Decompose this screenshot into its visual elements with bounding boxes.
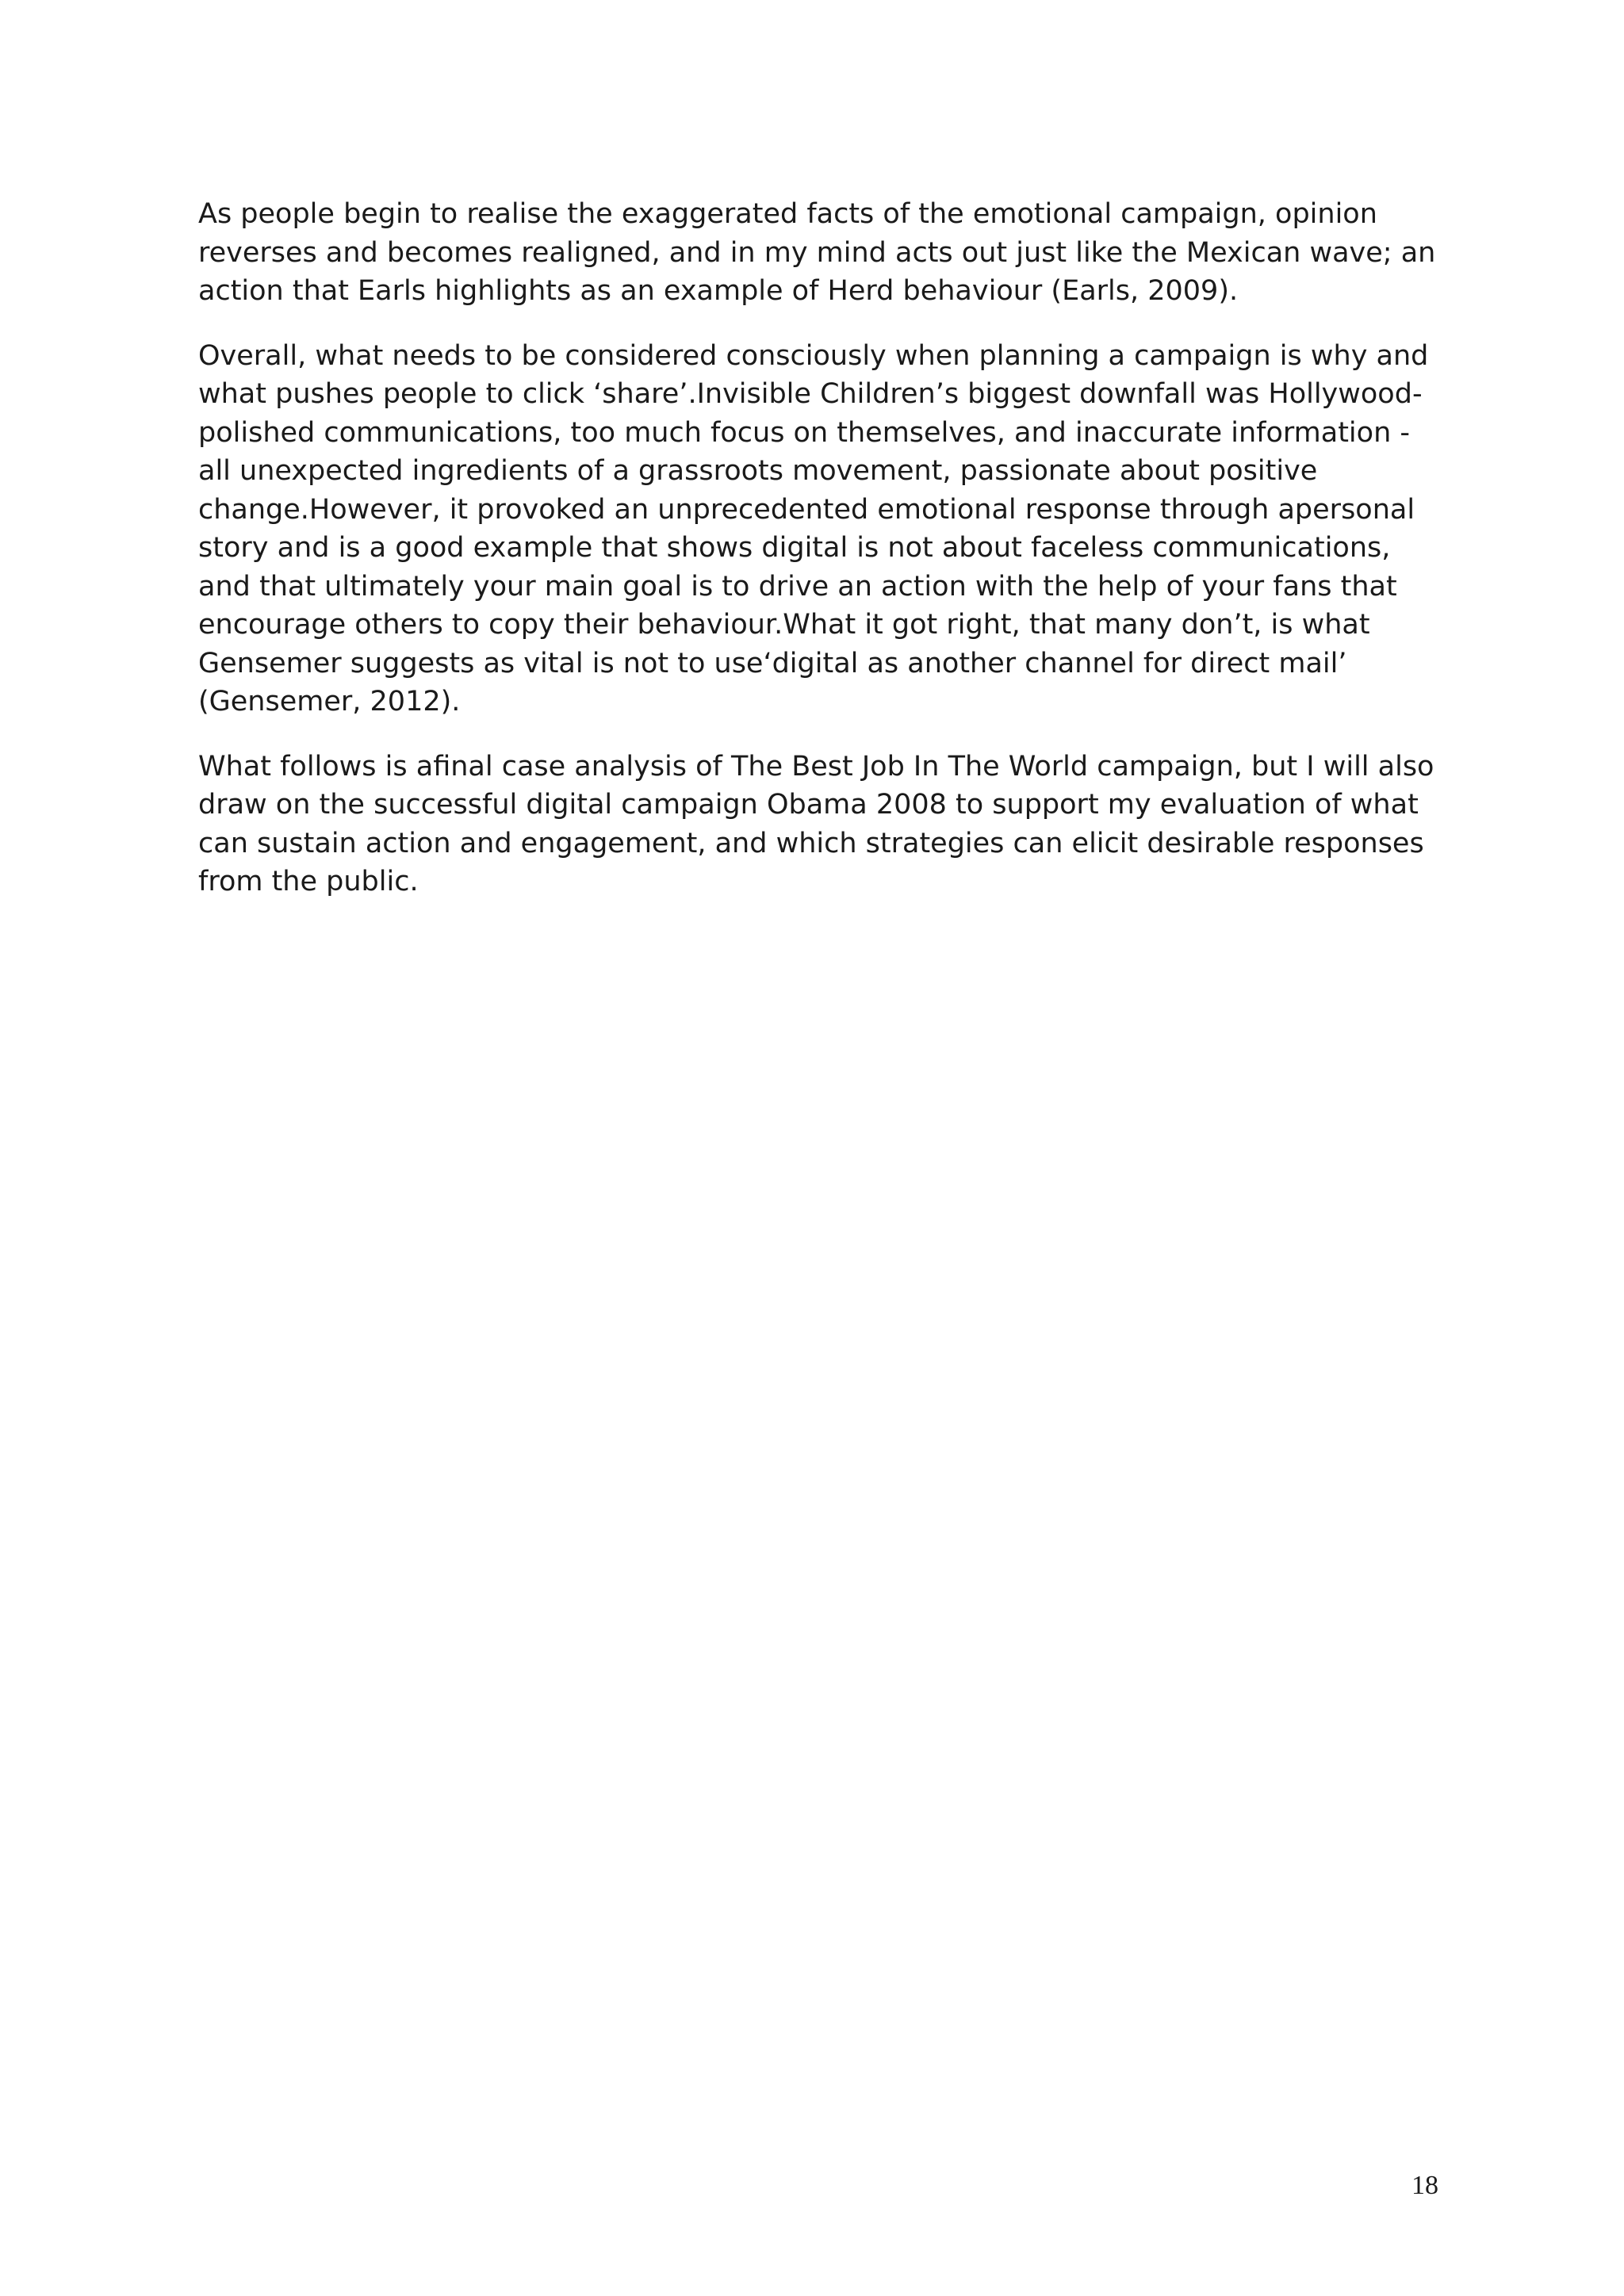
- paragraph-herd-behaviour: As people begin to realise the exaggerated facts of the emotional campaign, opinion reverses and becomes realigned, and in my mind acts out just like the Mexican wave; an action that Earls highlights as an example of Herd behaviour (Earls, 2009).: [198, 198, 1436, 307]
- paragraph-campaign-planning: Overall, what needs to be considered consciously when planning a campaign is why and what pushes people to click ‘share’.Invisible Children’s biggest downfall was Hollywood-polished communications, too much focus on themselves, and inaccurate information - all unexpected ingredients of a grassroots movement, passionate about positive change.However, it provoked an unprecedented emotional response through apersonal story and is a good example that shows digital is not about faceless communications, and that ultimately your main goal is to drive an action with the help of your fans that encourage others to copy their behaviour.What it got right, that many don’t, is what Gensemer suggests as vital is not to use‘digital as another channel for direct mail’ (Gensemer, 2012).: [198, 339, 1429, 718]
- body-text: [198, 195, 1443, 928]
- paragraph-case-analysis-intro: What follows is afinal case analysis of The Best Job In The World campaign, but I will also draw on the successful digital campaign Obama 2008 to support my evaluation of what can sustain action and engagement, and which strategies can elicit desirable responses from the public.: [198, 750, 1434, 897]
- page-number: 18: [1411, 2171, 1438, 2200]
